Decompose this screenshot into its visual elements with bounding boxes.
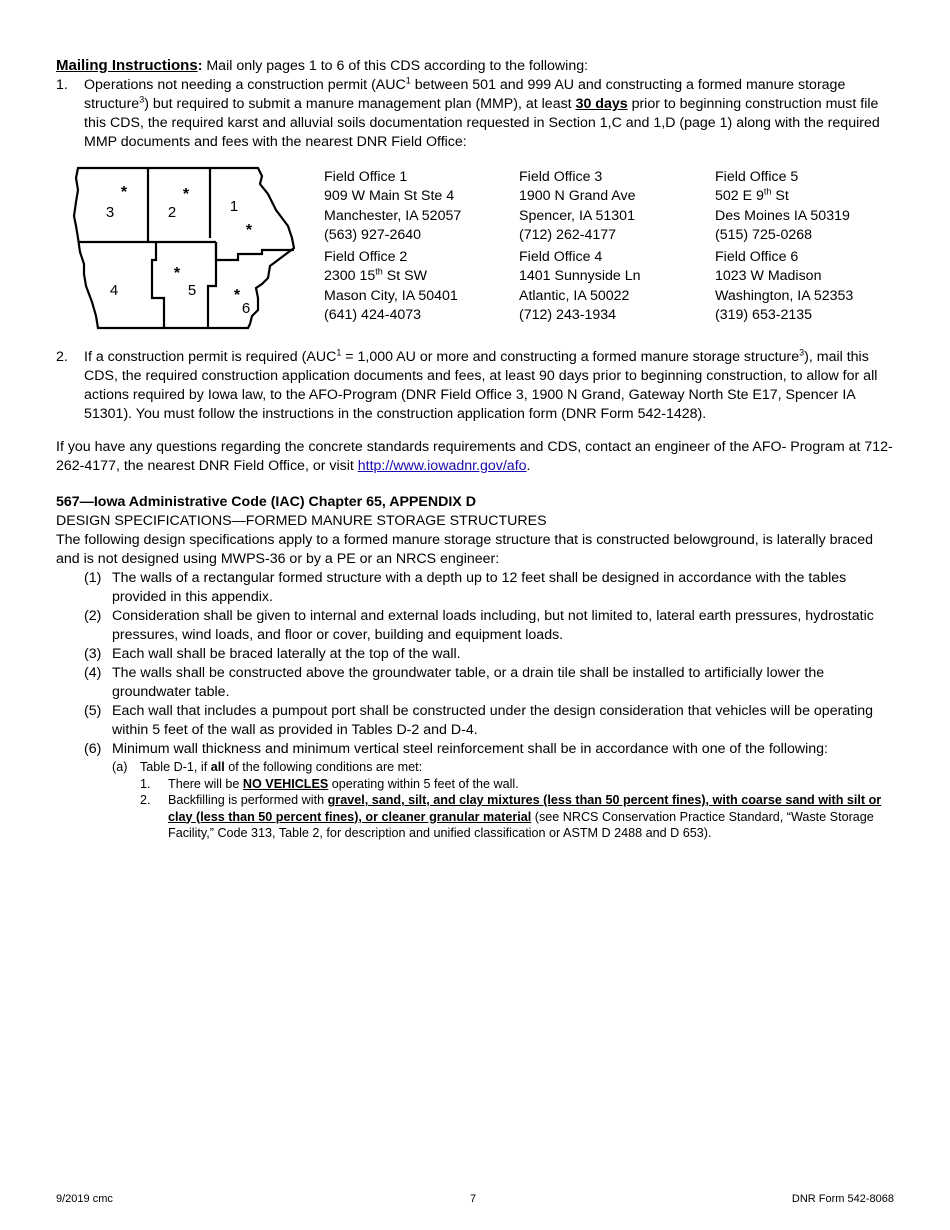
design-spec-item: (3) Each wall shall be braced laterally at the top of the wall. xyxy=(84,646,461,662)
mailing-item-1: 1. Operations not needing a construction permit (AUC$^1$ between 501 and 999 AU and constructing a formed manure storage structure$^3$) but required to submit a manure management plan (MMP), at least 30 days prior to beginning construction must file this CDS, the required karst and alluvial soils documentation requested in Section 1,C and 1,D (page 1) along with the required MMP documents and fees with the nearest DNR Field Office: xyxy=(56,75,880,150)
office-location-marker: * xyxy=(182,186,190,203)
design-spec-item: (4) The walls shall be constructed above the groundwater table, or a drain tile shall be installed to artificially lower the groundwater table. xyxy=(84,665,825,700)
thirty-days-emphasis: 30 days xyxy=(575,96,628,112)
design-spec-item: (1) The walls of a rectangular formed structure with a depth up to 12 feet shall be designed in accordance with the tables provided in this appendix. xyxy=(84,570,847,605)
office-location-marker: * xyxy=(173,265,181,282)
table-d1-conditions xyxy=(112,759,896,842)
appendix-subheading: DESIGN SPECIFICATIONS—FORMED MANURE STORAGE STRUCTURES xyxy=(56,513,547,529)
office-location-marker: * xyxy=(245,222,253,239)
design-spec-item: (6) Minimum wall thickness and minimum vertical steel reinforcement shall be in accordance with one of the following: xyxy=(84,741,828,757)
mailing-instructions-title: Mailing Instructions xyxy=(56,57,198,74)
mailing-instructions-intro: Mailing Instructions: Mail only pages 1 to 6 of this CDS according to the following: xyxy=(56,57,589,74)
field-office-4: Field Office 4 1401 Sunnyside Ln Atlantic, IA 50022 (712) 243-1934 xyxy=(519,249,641,323)
office-location-marker: * xyxy=(233,287,241,304)
no-vehicles-emphasis: NO VEHICLES xyxy=(242,776,329,791)
appendix-intro: The following design specifications apply to a formed manure storage structure that is constructed belowground, is laterally braced and is not designed using MWPS-36 or by a PE or an NRCS engineer: xyxy=(56,532,874,567)
condition-a: (a) Table D-1, if all of the following conditions are met: xyxy=(112,760,423,774)
appendix-heading: 567—Iowa Administrative Code (IAC) Chapter 65, APPENDIX D xyxy=(56,494,476,510)
map-region-label: 3 xyxy=(105,204,115,221)
field-office-3: Field Office 3 1900 N Grand Ave Spencer, IA 51301 (712) 262-4177 xyxy=(519,169,636,243)
design-spec-list xyxy=(84,569,896,759)
afo-website-link[interactable]: http://www.iowadnr.gov/afo xyxy=(357,458,527,474)
page-content xyxy=(56,56,896,842)
questions-paragraph: If you have any questions regarding the concrete standards requirements and CDS, contact an engineer of the AFO- Program at 712-262-4177, the nearest DNR Field Office, or visit http://www.iowadnr.gov/afo. xyxy=(56,439,893,474)
map-region-label: 4 xyxy=(109,282,119,299)
footer-page-number: 7 xyxy=(470,1193,477,1205)
field-office-2: Field Office 2 2300 15th St SW Mason City, IA 50401 (641) 424-4073 xyxy=(324,249,458,323)
condition-a-2: 2. Backfilling is performed with gravel, sand, silt, and clay mixtures (less than 50 percent fines), with coarse sand with silt or clay (less than 50 percent fines), or cleaner granular material (see NRCS Conservation Practice Standard, “Waste Storage Facility,” Code 313, Table 2, for description and unified classification or ASTM D 2488 and D 653). xyxy=(140,793,882,840)
field-office-5: Field Office 5 502 E 9th St Des Moines IA 50319 (515) 725-0268 xyxy=(715,169,850,243)
footer-date: 9/2019 cmc xyxy=(56,1193,113,1205)
field-office-section xyxy=(56,166,896,334)
footer-form-number: DNR Form 542-8068 xyxy=(791,1193,894,1205)
field-office-6: Field Office 6 1023 W Madison Washington, IA 52353 (319) 653-2135 xyxy=(715,249,854,323)
condition-a-1: 1. There will be NO VEHICLES operating within 5 feet of the wall. xyxy=(140,776,519,791)
map-region-label: 2 xyxy=(167,204,177,221)
map-region-label: 5 xyxy=(187,282,197,299)
map-region-label: 6 xyxy=(241,300,251,317)
field-office-1: Field Office 1 909 W Main St Ste 4 Manchester, IA 52057 (563) 927-2640 xyxy=(324,169,462,243)
backfill-material-emphasis: gravel, sand, silt, and clay mixtures (less than 50 percent fines), with coarse sand with silt or clay (less than 50 percent fines), or cleaner granular material xyxy=(168,793,882,824)
iowa-field-office-map xyxy=(72,166,296,330)
office-location-marker: * xyxy=(120,184,128,201)
design-spec-item: (2) Consideration shall be given to internal and external loads including, but not limited to, lateral earth pressures, hydrostatic pressures, wind loads, and floor or cover, building and equipment loads. xyxy=(84,608,874,643)
design-spec-item: (5) Each wall that includes a pumpout port shall be constructed under the design consideration that vehicles will be operating within 5 feet of the wall as provided in Tables D-2 and D-4. xyxy=(84,703,874,738)
map-region-label: 1 xyxy=(229,198,239,215)
mailing-item-2: 2. If a construction permit is required ($AUC^1 = 1,000$ AU or more and constructing a formed manure storage structure$^3$), mail this CDS, the required construction application documents and fees, at least 90 days prior to beginning construction, to allow for all actions required by Iowa law, to the AFO-Program (DNR Field Office 3, 1900 N Grand, Gateway North Ste E17, Spencer IA 51301). You must follow the instructions in the construction application form (DNR Form 542-1428). xyxy=(56,347,878,422)
